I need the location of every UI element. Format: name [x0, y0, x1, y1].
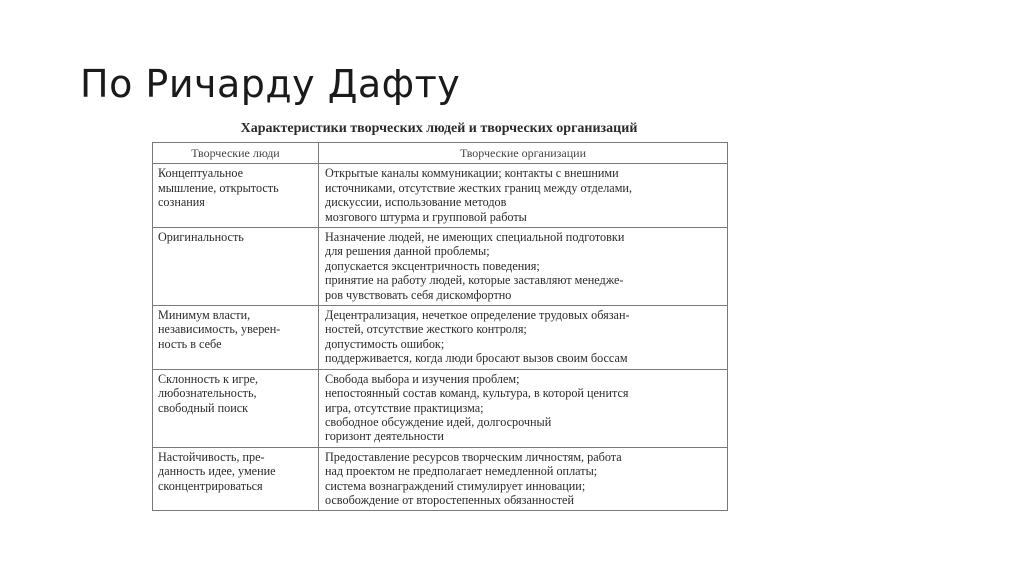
cell-text-line: мышление, открытость — [158, 180, 279, 195]
cell-text-line: данность идее, умение — [158, 464, 276, 479]
cell-text-line: система вознаграждений стимулирует инновации; — [325, 478, 586, 493]
cell-text-line: Свобода выбора и изучения проблем; — [325, 371, 520, 386]
cell-text-line: любознательность, — [158, 386, 257, 401]
cell-creative-people — [153, 164, 319, 228]
cell-text-line: ность в себе — [158, 336, 222, 351]
table-row — [153, 164, 728, 228]
table-row — [153, 369, 728, 447]
cell-text-line: Склонность к игре, — [158, 371, 259, 386]
cell-text-line: поддерживается, когда люди бросают вызов своим боссам — [325, 351, 628, 366]
cell-creative-organizations — [319, 369, 728, 447]
cell-creative-organizations — [319, 306, 728, 370]
cell-text-line: допустимость ошибок; — [325, 336, 445, 351]
cell-creative-people — [153, 306, 319, 370]
slide-title: По Ричарду Дафту — [80, 62, 461, 106]
cell-text-line: Оригинальность — [158, 230, 244, 245]
cell-creative-organizations — [319, 447, 728, 511]
characteristics-table — [152, 142, 728, 511]
cell-text-line: Минимум власти, — [158, 308, 251, 323]
cell-text-line: дискуссии, использование методов — [325, 195, 507, 210]
cell-text-line: допускается эксцентричность поведения; — [325, 258, 540, 273]
cell-text-line: Открытые каналы коммуникации; контакты с внешними — [325, 166, 619, 181]
cell-text-line: Концептуальное — [158, 166, 244, 181]
cell-text-line: свободное обсуждение идей, долгосрочный — [325, 414, 552, 429]
cell-creative-organizations — [319, 228, 728, 306]
cell-text-line: источниками, отсутствие жестких границ между отделами, — [325, 180, 632, 195]
table-body — [153, 164, 728, 511]
cell-text-line: непостоянный состав команд, культура, в которой ценится — [325, 386, 629, 401]
cell-text-line: сознания — [158, 195, 205, 210]
table-row — [153, 306, 728, 370]
table-caption: Характеристики творческих людей и творческих организаций — [240, 121, 638, 136]
cell-text-line: ностей, отсутствие жесткого контроля; — [325, 322, 527, 337]
cell-text-line: ров чувствовать себя дискомфортно — [325, 287, 512, 302]
column-header-organizations: Творческие организации — [319, 143, 728, 164]
cell-text-line: Децентрализация, нечеткое определение трудовых обязан- — [325, 308, 630, 323]
cell-text-line: для решения данной проблемы; — [325, 244, 490, 259]
table-header-row — [153, 143, 728, 164]
cell-text-line: принятие на работу людей, которые заставляют менедже- — [325, 273, 624, 288]
table-row — [153, 228, 728, 306]
cell-creative-people — [153, 369, 319, 447]
cell-text-line: Предоставление ресурсов творческим личностям, работа — [325, 449, 622, 464]
table-row — [153, 447, 728, 511]
column-header-people: Творческие люди — [153, 143, 319, 164]
cell-text-line: Настойчивость, пре- — [158, 449, 265, 464]
cell-text-line: освобождение от второстепенных обязанностей — [325, 492, 574, 507]
cell-text-line: независимость, уверен- — [158, 322, 281, 337]
cell-text-line: горизонт деятельности — [325, 429, 444, 444]
cell-text-line: Назначение людей, не имеющих специальной подготовки — [325, 230, 625, 245]
cell-creative-people — [153, 447, 319, 511]
cell-text-line: свободный поиск — [158, 400, 249, 415]
cell-creative-organizations — [319, 164, 728, 228]
cell-creative-people — [153, 228, 319, 306]
cell-text-line: сконцентрироваться — [158, 478, 263, 493]
cell-text-line: мозгового штурма и групповой работы — [325, 209, 527, 224]
cell-text-line: над проектом не предполагает немедленной оплаты; — [325, 464, 598, 479]
cell-text-line: игра, отсутствие практицизма; — [325, 400, 484, 415]
